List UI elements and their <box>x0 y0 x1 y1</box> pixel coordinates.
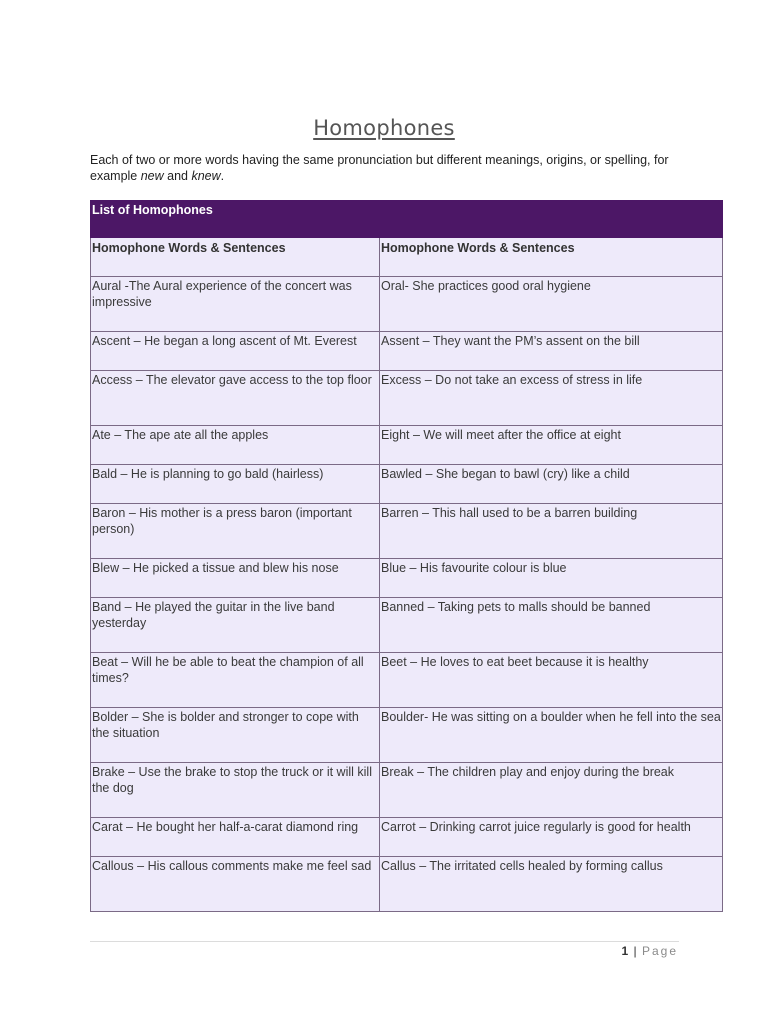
intro-conjunction: and <box>163 169 192 183</box>
example-word-1: new <box>140 169 164 183</box>
intro-end: . <box>220 169 225 183</box>
table-cell: Barren – This hall used to be a barren building <box>380 504 723 559</box>
table-header-row <box>91 238 723 277</box>
table-cell: Callus – The irritated cells healed by forming callus <box>380 857 723 912</box>
table-cell: Beat – Will he be able to beat the champion of all times? <box>91 653 380 708</box>
table-cell: Band – He played the guitar in the live band yesterday <box>91 598 380 653</box>
table-cell: Bolder – She is bolder and stronger to cope with the situation <box>91 708 380 763</box>
table-row <box>91 653 723 708</box>
table-cell: Bawled – She began to bawl (cry) like a child <box>380 465 723 504</box>
table-row <box>91 465 723 504</box>
table-row <box>91 857 723 912</box>
table-row <box>91 332 723 371</box>
table-row <box>91 559 723 598</box>
table-banner-row <box>91 201 723 238</box>
table-banner: List of Homophones <box>91 201 723 238</box>
table-row <box>91 598 723 653</box>
footer-separator: | <box>633 944 637 958</box>
table-cell: Excess – Do not take an excess of stress in life <box>380 371 723 426</box>
table-cell: Beet – He loves to eat beet because it is healthy <box>380 653 723 708</box>
intro-paragraph <box>90 152 690 184</box>
column-header-1: Homophone Words & Sentences <box>91 238 380 277</box>
table-cell: Callous – His callous comments make me feel sad <box>91 857 380 912</box>
table-row <box>91 371 723 426</box>
table-cell: Assent – They want the PM’s assent on the bill <box>380 332 723 371</box>
table-row <box>91 763 723 818</box>
page-title: Homophones <box>313 116 455 140</box>
table-row <box>91 504 723 559</box>
page-footer <box>621 944 678 958</box>
table-row <box>91 818 723 857</box>
table-cell: Baron – His mother is a press baron (important person) <box>91 504 380 559</box>
table-cell: Carrot – Drinking carrot juice regularly is good for health <box>380 818 723 857</box>
page-label: Page <box>641 944 678 958</box>
page-number: 1 <box>621 944 629 958</box>
table-cell: Boulder- He was sitting on a boulder when he fell into the sea <box>380 708 723 763</box>
homophones-table <box>90 200 723 912</box>
table-cell: Access – The elevator gave access to the top floor <box>91 371 380 426</box>
table-row <box>91 277 723 332</box>
table-cell: Ascent – He began a long ascent of Mt. Everest <box>91 332 380 371</box>
table-cell: Brake – Use the brake to stop the truck or it will kill the dog <box>91 763 380 818</box>
table-cell: Blue – His favourite colour is blue <box>380 559 723 598</box>
footer-divider <box>90 941 679 942</box>
table-cell: Eight – We will meet after the office at eight <box>380 426 723 465</box>
column-header-2: Homophone Words & Sentences <box>380 238 723 277</box>
table-cell: Ate – The ape ate all the apples <box>91 426 380 465</box>
table-cell: Oral- She practices good oral hygiene <box>380 277 723 332</box>
table-cell: Aural -The Aural experience of the concert was impressive <box>91 277 380 332</box>
table-cell: Bald – He is planning to go bald (hairless) <box>91 465 380 504</box>
intro-text: Each of two or more words having the same pronunciation but different meanings, origins, or spelling, for example <box>90 153 669 183</box>
table-row <box>91 708 723 763</box>
table-cell: Break – The children play and enjoy during the break <box>380 763 723 818</box>
example-word-2: knew <box>191 169 221 183</box>
table-cell: Banned – Taking pets to malls should be banned <box>380 598 723 653</box>
table-cell: Blew – He picked a tissue and blew his nose <box>91 559 380 598</box>
table-row <box>91 426 723 465</box>
table-cell: Carat – He bought her half-a-carat diamond ring <box>91 818 380 857</box>
